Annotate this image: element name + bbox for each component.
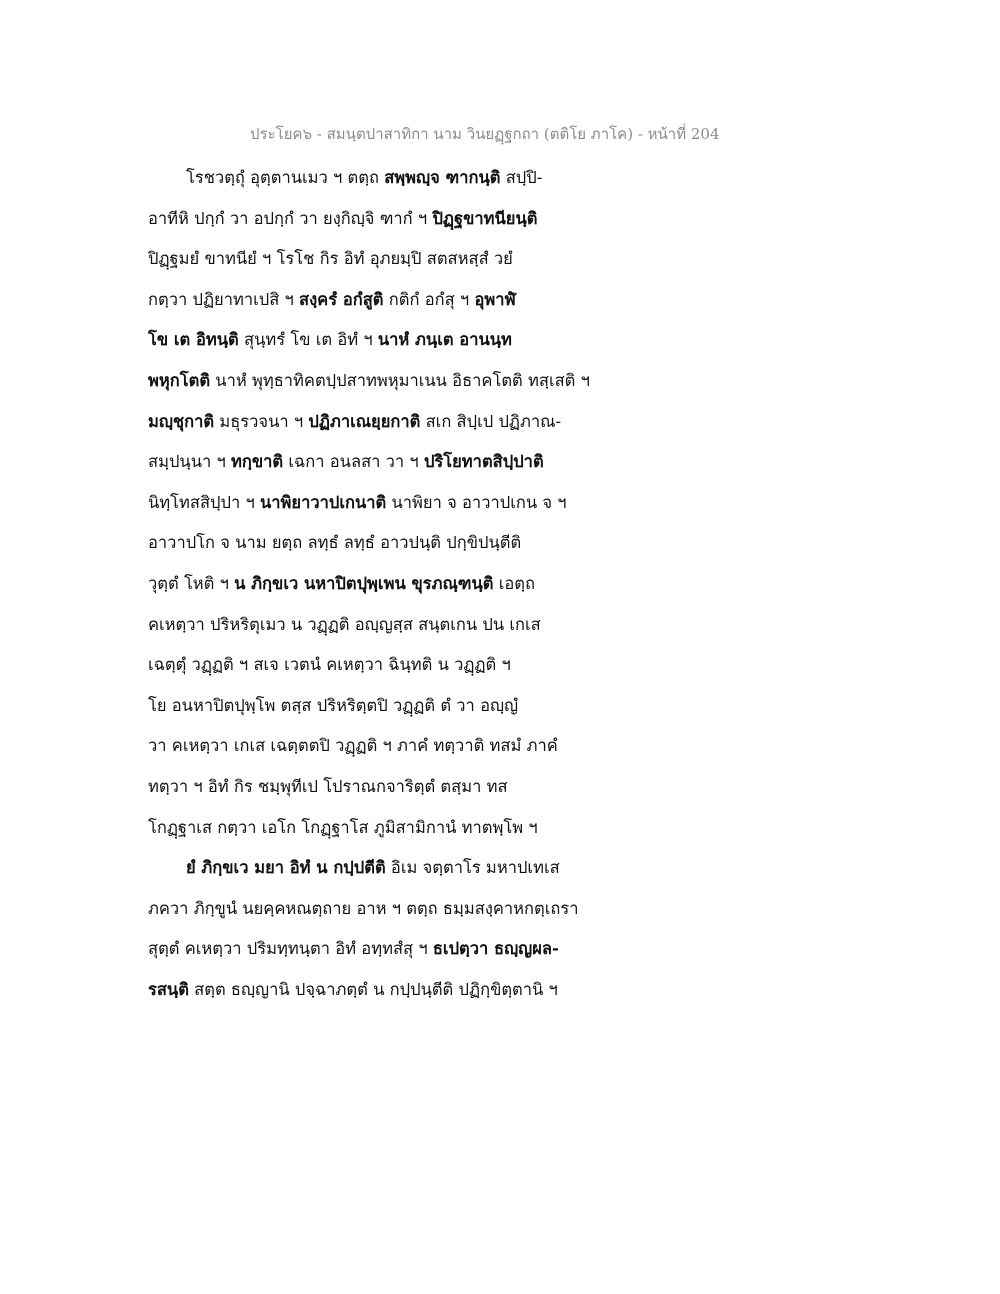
text-line <box>148 605 668 646</box>
text-segment: อิเม จตฺตาโร มหาปเทเส <box>385 858 560 878</box>
bold-term: โข เต อิทนฺติ <box>148 330 239 350</box>
text-segment: นาพิยา จ อาวาปเกน จ ฯ <box>386 492 567 512</box>
text-segment: นิทฺโทสสิปฺปา ฯ <box>148 492 261 512</box>
text-line <box>148 564 668 605</box>
bold-term: พหุกโตติ <box>148 370 211 390</box>
text-line <box>148 280 668 321</box>
text-segment: คเหตฺวา ปริหริตุเมว น วฏฺฏติ อญฺญสฺส สนฺตเกน ปน เกเส <box>148 614 541 634</box>
text-line <box>148 726 668 767</box>
text-line <box>148 239 668 280</box>
bold-term: น ภิกฺขเว นหาปิตปุพฺเพน ขุรภณฺฑนฺติ <box>234 573 494 593</box>
text-segment: ทตฺวา ฯ อิทํ กิร ชมฺพุทีเป โปราณกจาริตฺตํ ตสฺมา ทส <box>148 776 508 796</box>
bold-term: ทกฺขาติ <box>231 452 284 472</box>
text-segment: โกฏฺฐาเส กตฺวา เอโก โกฏฺฐาโส ภูมิสามิกานํ ทาตพฺโพ ฯ <box>148 817 538 837</box>
text-line <box>148 970 668 1011</box>
text-segment: วุตฺตํ โหติ ฯ <box>148 573 235 593</box>
text-segment: สปฺปิ- <box>500 168 543 187</box>
text-segment: สตฺต ธญฺญานิ ปจฺฉาภตฺตํ น กปฺปนฺตีติ ปฏิกฺขิตฺตานิ ฯ <box>188 979 558 999</box>
bold-term: นาพิยาวาปเกนาติ <box>260 492 387 512</box>
text-segment: อาทีหิ ปกฺกํ วา อปกฺกํ วา ยงฺกิญฺจิ ฑากํ ฯ <box>148 208 433 228</box>
bold-term: มญฺชุกาติ <box>148 411 215 431</box>
text-line <box>148 361 668 402</box>
text-segment: สเก สิปฺเป ปฏิภาณ- <box>420 411 562 431</box>
bold-term: สพฺพญฺจ ฑากนฺติ <box>384 168 501 187</box>
text-segment: กตฺวา ปฏิยาทาเปสิ ฯ <box>148 289 300 309</box>
text-segment: เฉกา อนลสา วา ฯ <box>283 452 424 472</box>
bold-term: ธเปตฺวา ธญฺญผล- <box>432 939 559 959</box>
bold-term: ปริโยทาตสิปฺปาติ <box>423 452 544 472</box>
text-segment: โย อนหาปิตปุพฺโพ ตสฺส ปริหริตฺตปิ วฏฺฏติ ตํ วา อญฺญํ <box>148 695 519 715</box>
text-segment: เฉตฺตุํ วฏฺฏติ ฯ สเจ เวตนํ คเหตฺวา ฉินฺทติ น วฏฺฏติ ฯ <box>148 655 511 675</box>
text-line <box>148 848 668 889</box>
text-line <box>148 158 668 199</box>
text-segment: เอตฺถ <box>493 573 535 593</box>
text-line <box>148 889 668 930</box>
bold-term: สงฺครํ อกํสูติ <box>299 289 384 309</box>
text-line <box>148 199 668 240</box>
text-line <box>148 929 668 970</box>
text-segment: สมฺปนฺนา ฯ <box>148 452 231 472</box>
page-header: ประโยค๖ - สมนฺตปาสาทิกา นาม วินยฏฺฐกถา (ตติโย ภาโค) - หน้าที่ 204 <box>250 125 720 143</box>
bold-term: ปิฏฺฐขาทนียนฺติ <box>432 208 538 228</box>
text-line <box>148 442 668 483</box>
text-line <box>148 402 668 443</box>
body-text <box>148 158 668 1010</box>
text-line <box>148 320 668 361</box>
bold-term: ยํ ภิกฺขเว มยา อิทํ น กปฺปตีติ <box>186 858 386 878</box>
bold-term: นาหํ ภนฺเต อานนฺท <box>377 330 512 350</box>
bold-term: อุพาฬํ <box>474 289 516 309</box>
text-line <box>148 767 668 808</box>
text-line <box>148 523 668 564</box>
text-segment: สุตฺตํ คเหตฺวา ปริมทฺทนฺตา อิทํ อทฺทสํสุ ฯ <box>148 939 433 959</box>
text-segment: มธุรวจนา ฯ <box>214 411 309 431</box>
text-segment: วา คเหตฺวา เกเส เฉตฺตตปิ วฏฺฏติ ฯ ภาคํ ทตฺวาติ ทสมํ ภาคํ <box>148 736 558 756</box>
text-segment: ภควา ภิกฺขูนํ นยคฺคหณตฺถาย อาห ฯ ตตฺถ ธมฺมสงฺคาหกตฺเถรา <box>148 898 579 918</box>
text-segment: นาหํ พุทฺธาทิคตปฺปสาทพหุมาเนน อิธาคโตติ ทสฺเสติ ฯ <box>210 370 590 390</box>
text-segment: สุนฺทรํ โข เต อิทํ ฯ <box>238 330 378 350</box>
text-line <box>148 483 668 524</box>
text-segment: ปิฏฺฐมยํ ขาทนียํ ฯ โรโช กิร อิทํ อุภยมฺปิ สตสหสฺสํ วยํ <box>148 249 513 269</box>
text-line <box>148 645 668 686</box>
text-segment: โรชวตฺถุํ อุตฺตานเมว ฯ ตตฺถ <box>186 168 385 187</box>
text-line <box>148 686 668 727</box>
bold-term: ปฏิภาเณยฺยกาติ <box>308 411 421 431</box>
text-segment: กติกํ อกํสุ ฯ <box>383 289 475 309</box>
text-segment: อาวาปโก จ นาม ยตฺถ ลทฺธํ ลทฺธํ อาวปนฺติ ปกฺขิปนฺตีติ <box>148 533 522 553</box>
bold-term: รสนฺติ <box>148 979 189 999</box>
text-line <box>148 808 668 849</box>
